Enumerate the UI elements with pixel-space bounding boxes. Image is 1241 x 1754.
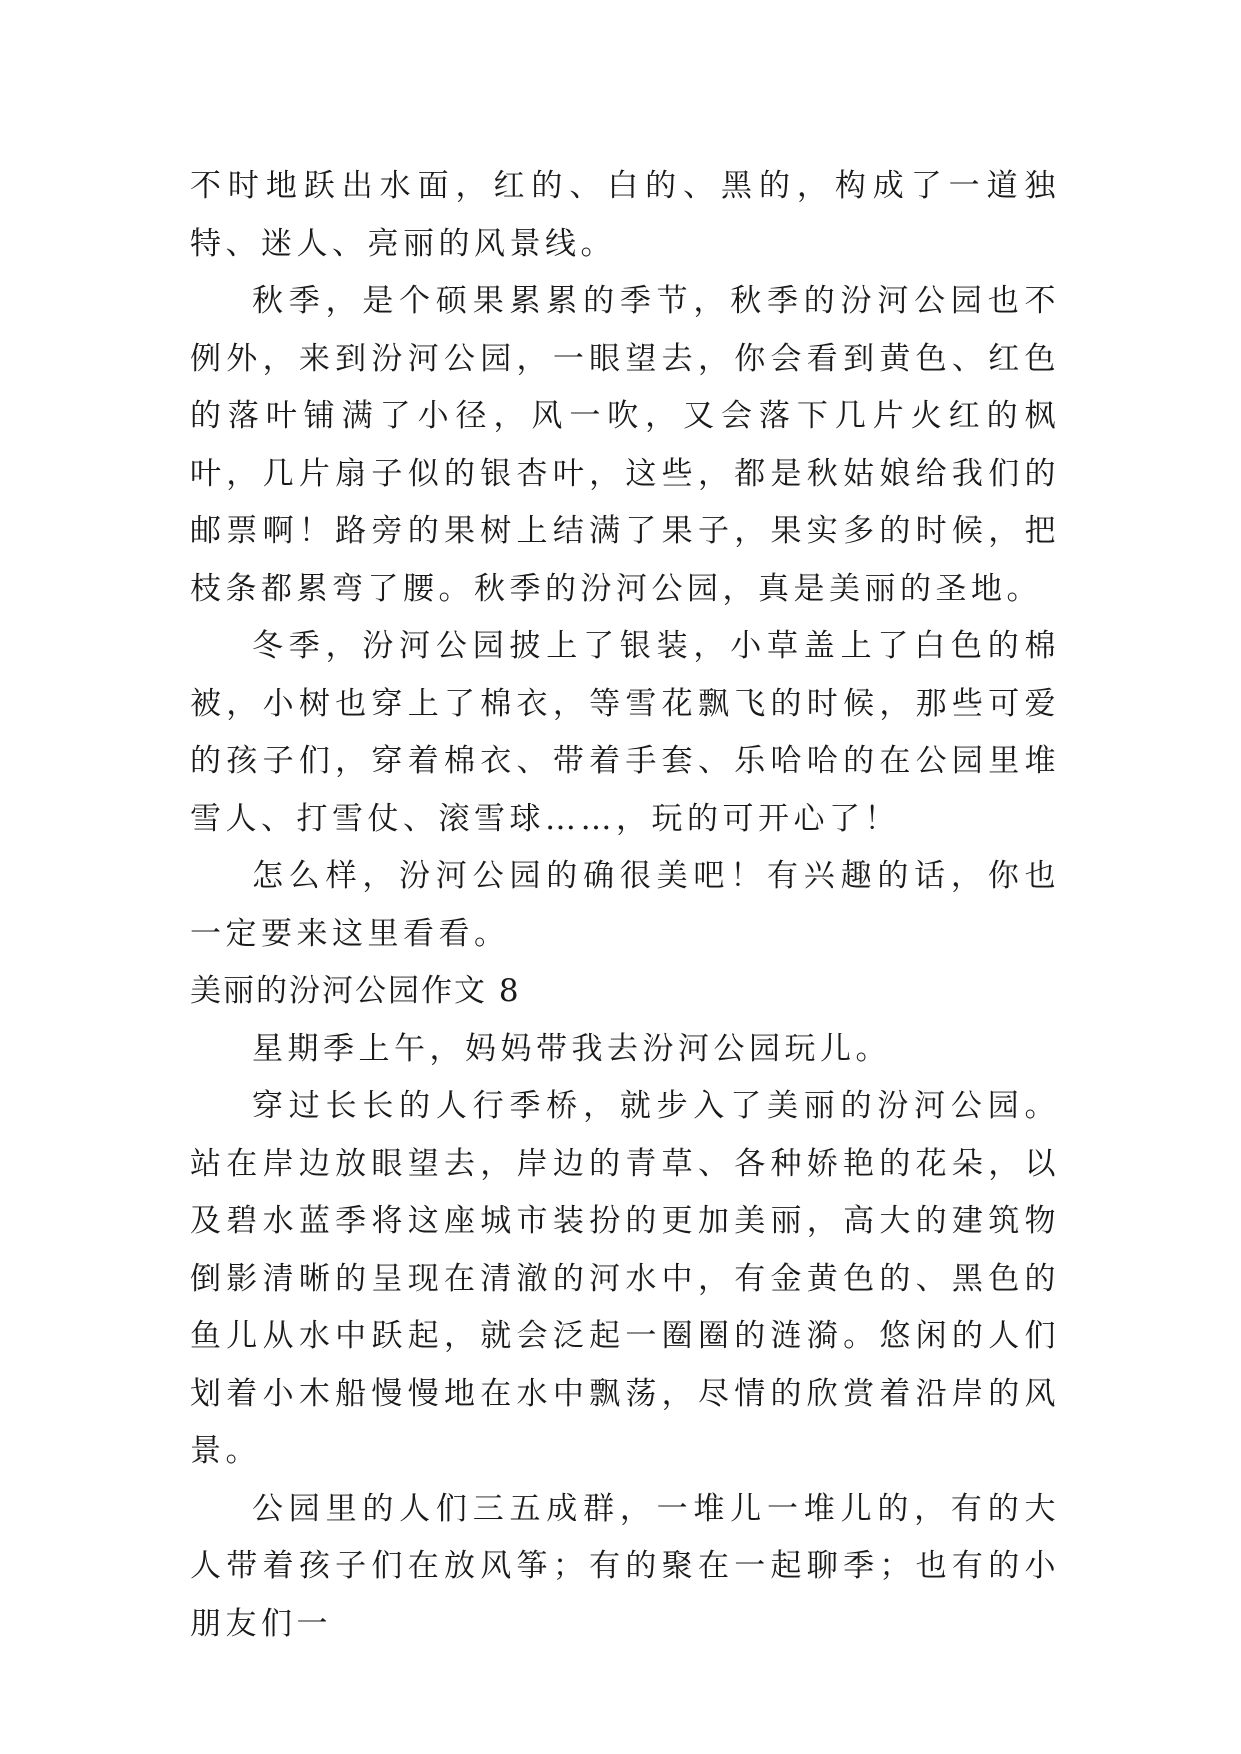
paragraph-1: 不时地跃出水面，红的、白的、黑的，构成了一道独特、迷人、亮丽的风景线。 [190,168,1060,262]
paragraph-6: 穿过长长的人行季桥，就步入了美丽的汾河公园。站在岸边放眼望去，岸边的青草、各种娇艳的花朵，以及碧水蓝季将这座城市装扮的更加美丽，高大的建筑物倒影清晰的呈现在清澈的河水中，有金黄色的、黑色的鱼儿从水中跃起，就会泛起一圈圈的涟漪。悠闲的人们划着小木船慢慢地在水中飘荡，尽情的欣赏着沿岸的风景。 [190,1088,1060,1469]
paragraph-7: 公园里的人们三五成群，一堆儿一堆儿的，有的大人带着孩子们在放风筝；有的聚在一起聊季；也有的小朋友们一 [190,1490,1060,1642]
paragraph-4: 怎么样，汾河公园的确很美吧！有兴趣的话，你也一定要来这里看看。 [190,858,1060,952]
document-body [190,158,1060,1653]
paragraph-5: 星期季上午，妈妈带我去汾河公园玩儿。 [252,1030,891,1067]
section-heading: 美丽的汾河公园作文 8 [190,973,521,1009]
paragraph-3: 冬季，汾河公园披上了银装，小草盖上了白色的棉被，小树也穿上了棉衣，等雪花飘飞的时候，那些可爱的孩子们，穿着棉衣、带着手套、乐哈哈的在公园里堆雪人、打雪仗、滚雪球……，玩的可开心了！ [190,628,1060,837]
paragraph-2: 秋季，是个硕果累累的季节，秋季的汾河公园也不例外，来到汾河公园，一眼望去，你会看到黄色、红色的落叶铺满了小径，风一吹，又会落下几片火红的枫叶，几片扇子似的银杏叶，这些，都是秋姑娘给我们的邮票啊！路旁的果树上结满了果子，果实多的时候，把枝条都累弯了腰。秋季的汾河公园，真是美丽的圣地。 [190,283,1060,607]
